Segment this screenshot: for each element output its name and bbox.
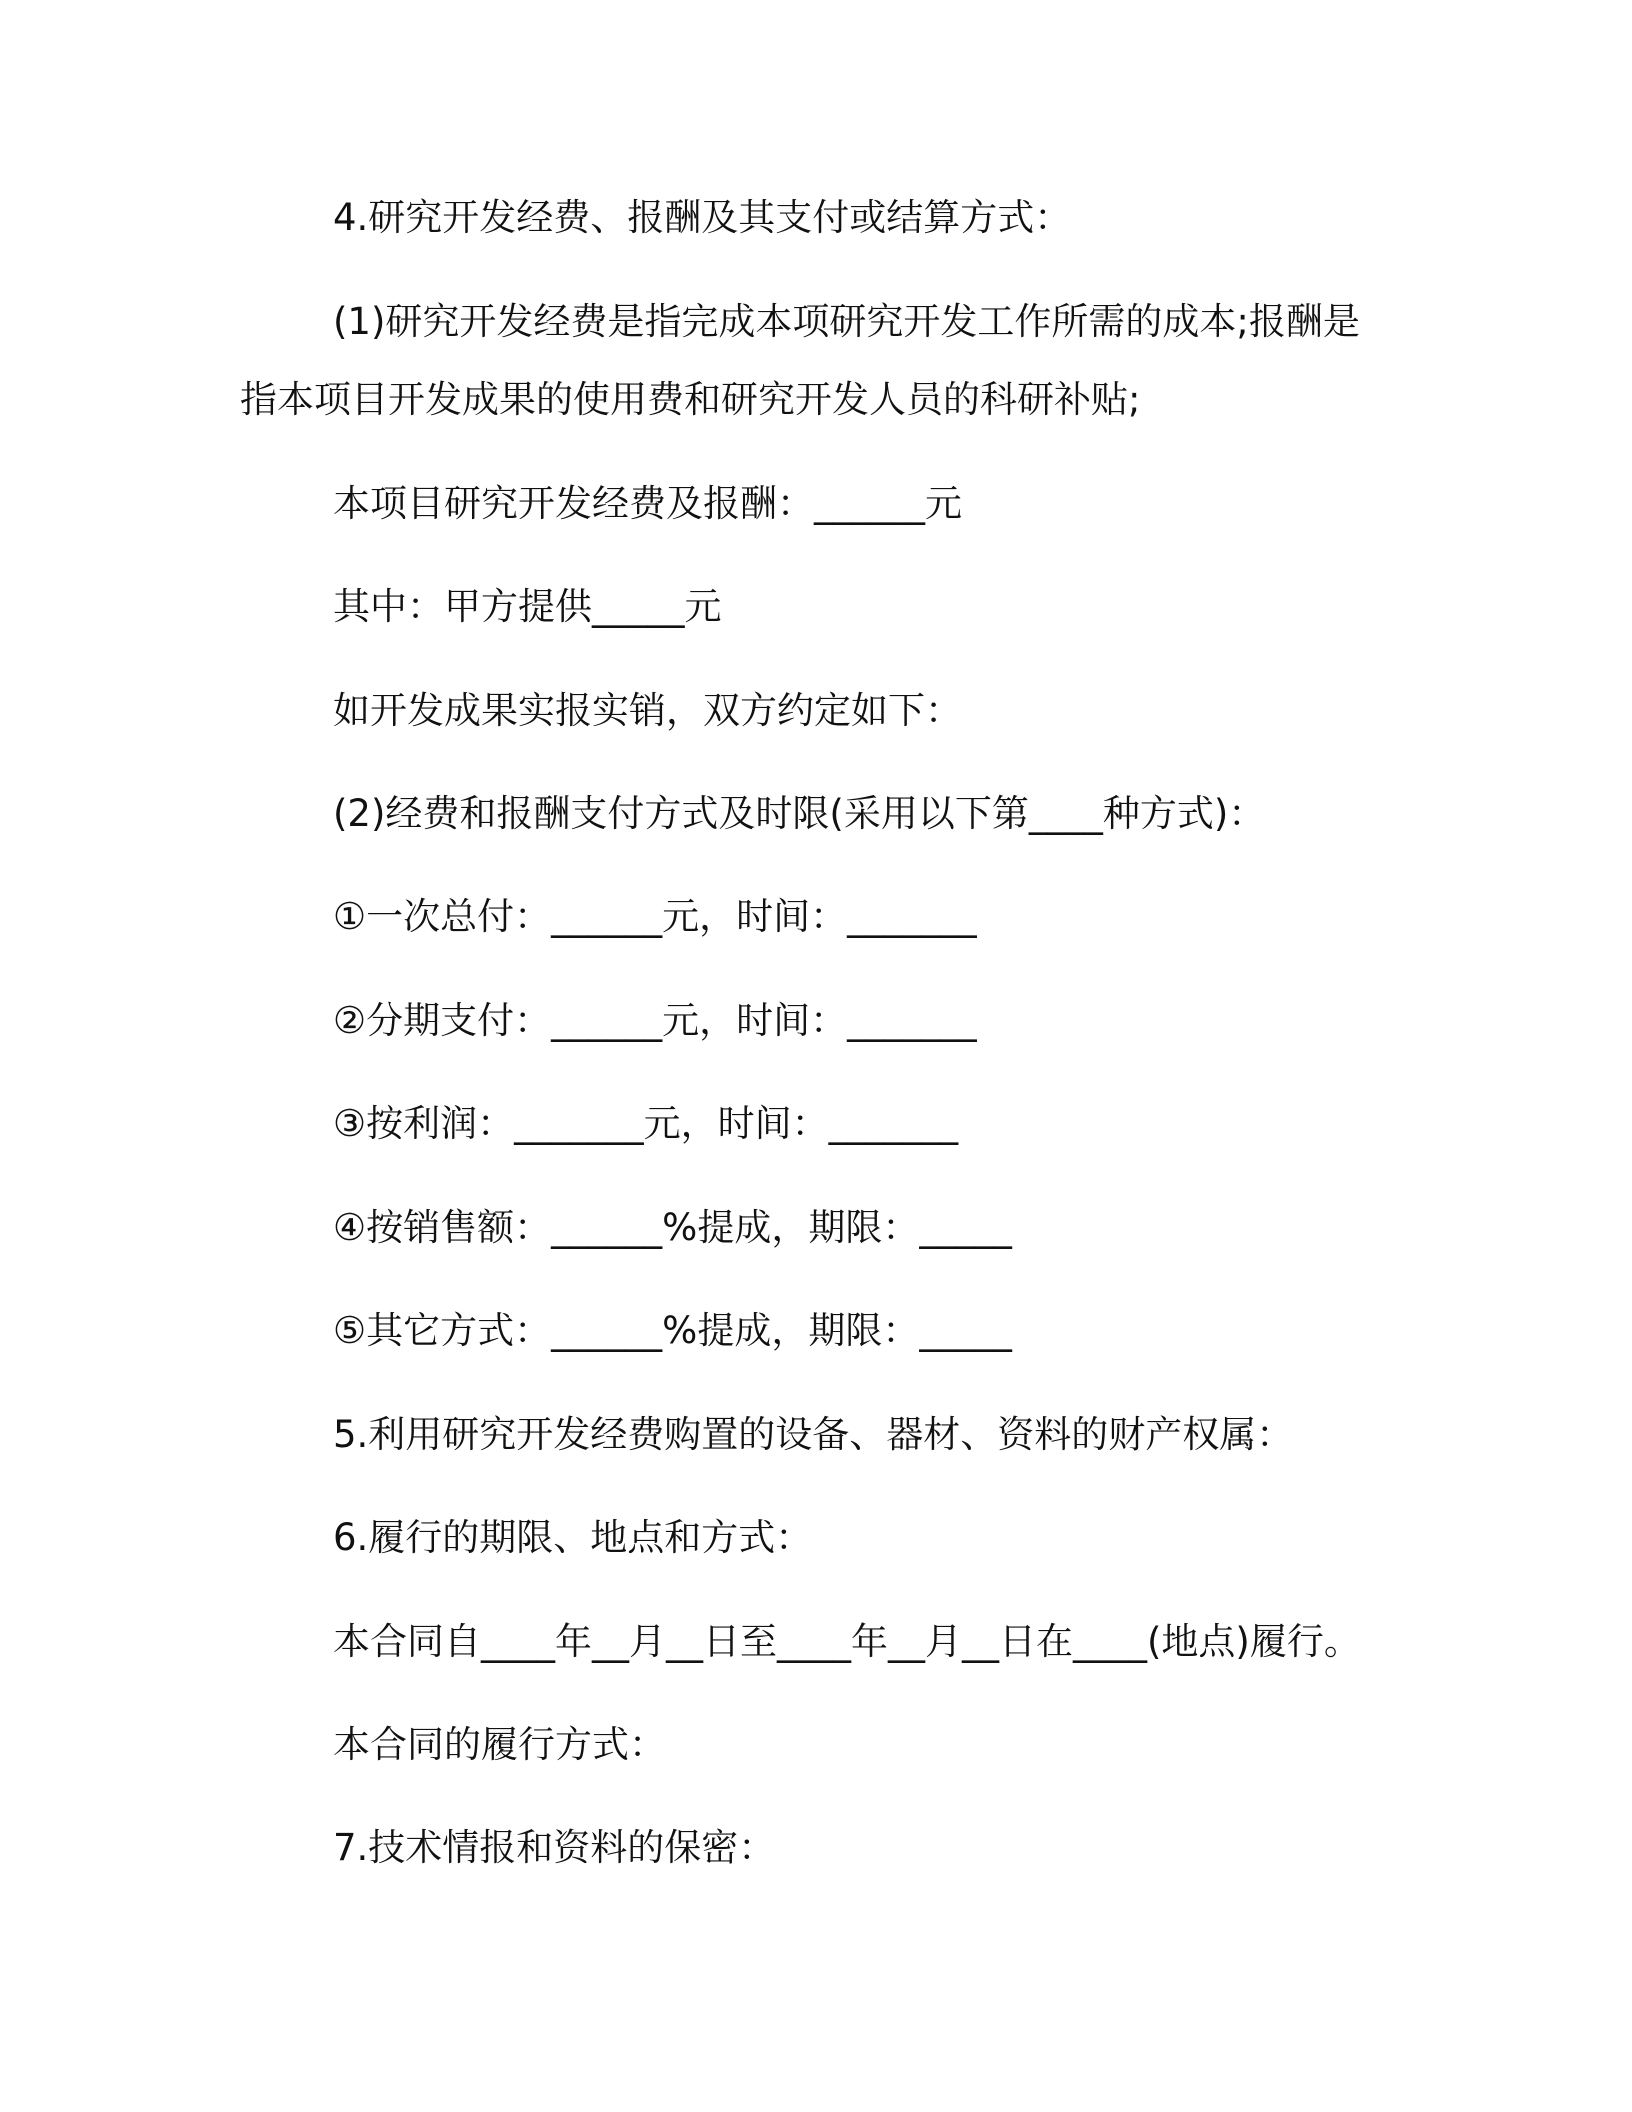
total-funding-line: 本项目研究开发经费及报酬：______元 — [333, 482, 962, 525]
performance-period-line: 本合同自____年__月__日至____年__月__日在____(地点)履行。 — [333, 1620, 1361, 1663]
paragraph-1-line-1: (1)研究开发经费是指完成本项研究开发工作所需的成本;报酬是 — [333, 300, 1360, 343]
option-1-line: ①一次总付：______元，时间：_______ — [333, 895, 977, 938]
option-4-line: ④按销售额：______%提成，期限：_____ — [333, 1206, 1012, 1249]
party-a-funding-line: 其中：甲方提供_____元 — [333, 585, 722, 628]
performance-method-line: 本合同的履行方式： — [333, 1723, 666, 1766]
option-3-line: ③按利润：_______元，时间：_______ — [333, 1102, 959, 1145]
paragraph-1-line-2: 指本项目开发成果的使用费和研究开发人员的科研补贴; — [240, 378, 1141, 421]
option-5-line: ⑤其它方式：______%提成，期限：_____ — [333, 1309, 1012, 1352]
section-5-heading: 5.利用研究开发经费购置的设备、器材、资料的财产权属： — [333, 1413, 1294, 1456]
section-7-heading: 7.技术情报和资料的保密： — [333, 1826, 776, 1869]
reimbursement-line: 如开发成果实报实销，双方约定如下： — [333, 689, 962, 732]
option-2-line: ②分期支付：______元，时间：_______ — [333, 999, 977, 1042]
payment-method-line: (2)经费和报酬支付方式及时限(采用以下第____种方式)： — [333, 792, 1266, 835]
section-6-heading: 6.履行的期限、地点和方式： — [333, 1516, 813, 1559]
section-4-heading: 4.研究开发经费、报酬及其支付或结算方式： — [333, 196, 1072, 239]
